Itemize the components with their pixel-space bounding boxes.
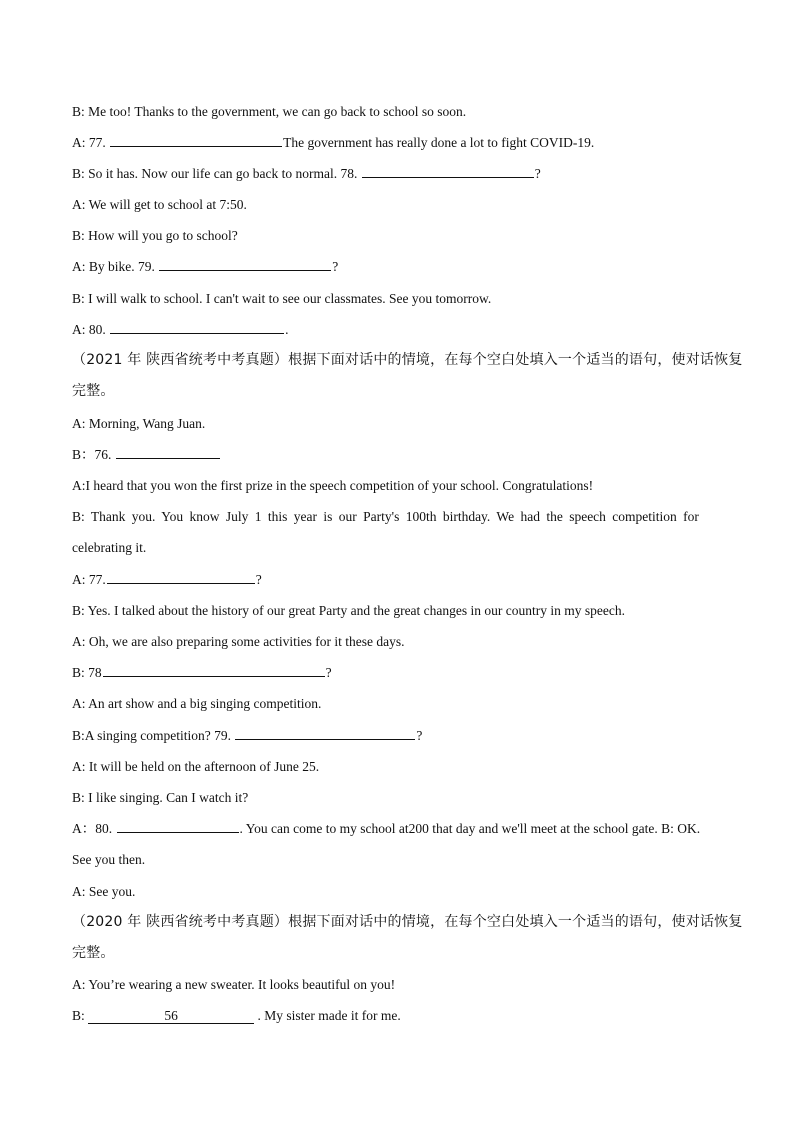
answer-blank-56[interactable]: 56 — [88, 1008, 254, 1024]
line-text: B: I like singing. Can I watch it? — [72, 790, 249, 805]
dialogue-line — [72, 694, 321, 714]
dialogue-line — [72, 726, 422, 746]
line-text: B: So it has. Now our life can go back to normal. 78. — [72, 166, 358, 181]
line-text: A: Oh, we are also preparing some activities for it these days. — [72, 634, 405, 649]
answer-blank-79[interactable] — [235, 726, 415, 740]
line-text: The government has really done a lot to fight COVID-19. — [283, 135, 595, 150]
dialogue-line — [72, 788, 248, 808]
instruction-text: 完整。 — [72, 383, 115, 399]
dialogue-line — [72, 414, 205, 434]
dialogue-line — [72, 975, 395, 995]
line-text: ? — [416, 728, 423, 743]
line-text: ? — [332, 259, 339, 274]
line-text: A:I heard that you won the first prize in the speech competition of your school. Congratulations! — [72, 478, 594, 493]
line-text: B: I will walk to school. I can't wait to see our classmates. See you tomorrow. — [72, 291, 492, 306]
dialogue-line — [72, 632, 405, 652]
dialogue-line — [72, 226, 238, 246]
dialogue-line — [72, 757, 319, 777]
answer-blank-80[interactable] — [110, 320, 284, 334]
dialogue-line — [72, 1006, 401, 1026]
dialogue-line — [72, 570, 262, 590]
instruction-text: （2021 年 陕西省统考中考真题）根据下面对话中的情境，在每个空白处填入一个适当的语句，使对话恢复 — [72, 352, 743, 368]
dialogue-line — [72, 819, 700, 839]
answer-blank-78[interactable] — [103, 663, 325, 677]
line-text: B：76. — [72, 447, 112, 462]
line-text: ? — [255, 572, 262, 587]
question-instruction — [72, 381, 115, 401]
line-text: A: 77. — [72, 572, 106, 587]
line-text: . My sister made it for me. — [257, 1008, 401, 1023]
dialogue-line — [72, 507, 722, 527]
dialogue-line — [72, 601, 625, 621]
answer-blank-78[interactable] — [362, 164, 534, 178]
answer-blank-76[interactable] — [116, 445, 220, 459]
question-instruction — [72, 943, 115, 963]
answer-blank-79[interactable] — [159, 257, 331, 271]
question-instruction — [72, 912, 743, 932]
dialogue-line — [72, 850, 145, 870]
dialogue-line — [72, 663, 332, 683]
line-text: B: How will you go to school? — [72, 228, 238, 243]
line-text: B: Me too! Thanks to the government, we can go back to school so soon. — [72, 104, 467, 119]
line-text: A: See you. — [72, 884, 136, 899]
dialogue-line — [72, 257, 338, 277]
dialogue-line — [72, 195, 247, 215]
dialogue-line — [72, 320, 289, 340]
line-text: A: By bike. 79. — [72, 259, 155, 274]
line-text: B: — [72, 1008, 85, 1023]
line-text: B: Yes. I talked about the history of our great Party and the great changes in our country in my speech. — [72, 603, 625, 618]
dialogue-line — [72, 133, 594, 153]
line-text: A: We will get to school at 7:50. — [72, 197, 247, 212]
dialogue-line — [72, 476, 593, 496]
dialogue-line — [72, 882, 135, 902]
dialogue-line — [72, 164, 541, 184]
instruction-text: （2020 年 陕西省统考中考真题）根据下面对话中的情境，在每个空白处填入一个适当的语句，使对话恢复 — [72, 914, 743, 930]
line-text: A: An art show and a big singing competition. — [72, 696, 322, 711]
line-text: A: You’re wearing a new sweater. It looks beautiful on you! — [72, 977, 396, 992]
line-text: See you then. — [72, 852, 146, 867]
line-text: ? — [325, 665, 332, 680]
line-text: A: It will be held on the afternoon of June 25. — [72, 759, 320, 774]
line-text: A：80. — [72, 821, 113, 836]
line-text: A: 77. — [72, 135, 106, 150]
line-text: A: 80. — [72, 322, 106, 337]
line-text: B: 78 — [72, 665, 102, 680]
instruction-text: 完整。 — [72, 945, 115, 961]
line-text: celebrating it. — [72, 540, 147, 555]
line-text: B: Thank you. You know July 1 this year is our Party's 100th birthday. We had the speech competition for — [72, 509, 699, 524]
dialogue-line — [72, 445, 221, 465]
answer-blank-77[interactable] — [110, 133, 282, 147]
line-text: ? — [534, 166, 541, 181]
dialogue-line — [72, 102, 466, 122]
dialogue-line — [72, 538, 146, 558]
line-text: A: Morning, Wang Juan. — [72, 416, 206, 431]
answer-blank-80[interactable] — [117, 819, 239, 833]
line-text: B:A singing competition? 79. — [72, 728, 231, 743]
line-text: . — [285, 322, 289, 337]
answer-blank-77[interactable] — [107, 570, 255, 584]
question-instruction — [72, 350, 743, 370]
dialogue-line — [72, 289, 491, 309]
line-text: . You can come to my school at200 that day and we'll meet at the school gate. B: OK. — [239, 821, 701, 836]
